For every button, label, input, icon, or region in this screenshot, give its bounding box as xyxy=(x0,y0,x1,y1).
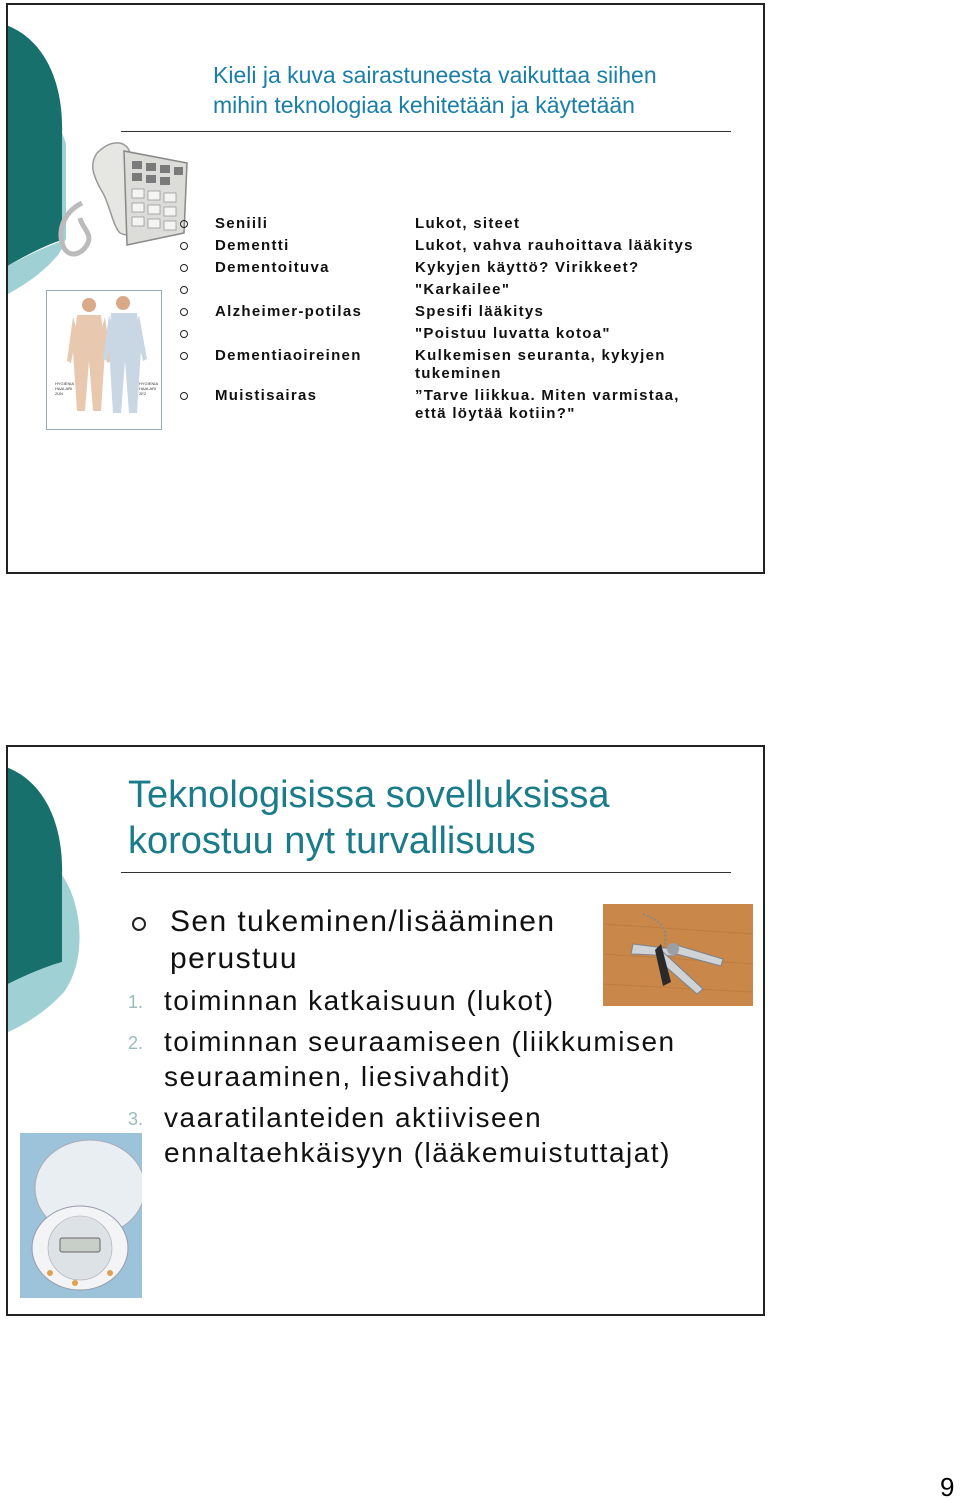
technology-response: Lukot, vahva rauhoittava lääkitys xyxy=(415,237,694,254)
table-row xyxy=(180,347,715,387)
item-number: 2. xyxy=(128,1033,144,1053)
coverall-photo xyxy=(46,290,162,430)
table-row xyxy=(180,259,715,281)
table-row xyxy=(180,215,715,237)
table-row xyxy=(180,281,715,303)
pill-reminder-photo xyxy=(20,1133,142,1298)
page-number: 9 xyxy=(940,1472,955,1502)
title-divider xyxy=(121,872,731,873)
circle-bullet-icon xyxy=(180,392,188,400)
people-in-coveralls-image xyxy=(47,291,161,429)
technology-response: "Poistuu luvatta kotoa" xyxy=(415,325,611,342)
technology-response: Kulkemisen seuranta, kykyjen tukeminen xyxy=(415,347,666,382)
circle-bullet-icon xyxy=(180,220,188,228)
table-row xyxy=(180,325,715,347)
table-row xyxy=(180,387,715,427)
slide-1-title xyxy=(213,60,733,120)
decorative-arcs xyxy=(6,747,86,1037)
table-row xyxy=(180,303,715,325)
coverall-caption-right: HYGIENIA HAALARI 2E2 xyxy=(139,381,158,396)
bullet-text: Sen tukeminen/lisääminen perustuu xyxy=(170,905,556,975)
condition-term: Muistisairas xyxy=(215,387,318,404)
condition-term xyxy=(215,325,415,347)
table-row xyxy=(180,237,715,259)
list-item xyxy=(128,1024,748,1094)
bullet-cell xyxy=(180,259,215,281)
big-button-phone-image xyxy=(52,133,192,263)
numbered-list xyxy=(128,983,748,1176)
item-text: toiminnan seuraamiseen (liikkumisen seuraaminen, liesivahdit) xyxy=(164,1026,676,1092)
item-number: 1. xyxy=(128,992,144,1012)
slide-1 xyxy=(6,3,765,574)
circle-bullet-icon xyxy=(180,286,188,294)
technology-response: Spesifi lääkitys xyxy=(415,303,545,320)
item-number: 3. xyxy=(128,1109,144,1129)
condition-term: Seniili xyxy=(215,215,269,232)
circle-bullet-icon xyxy=(180,330,188,338)
slide-2-title-line-2: korostuu nyt turvallisuus xyxy=(128,820,536,862)
technology-response: Kykyjen käyttö? Virikkeet? xyxy=(415,259,640,276)
condition-table xyxy=(180,215,715,427)
slide-2-title-line-1: Teknologisissa sovelluksissa xyxy=(128,774,610,816)
technology-response: "Karkailee" xyxy=(415,281,511,298)
bullet-list xyxy=(128,903,598,977)
list-item xyxy=(128,903,598,977)
condition-term: Dementoituva xyxy=(215,259,330,276)
bullet-cell xyxy=(180,347,215,387)
title-divider xyxy=(121,131,731,132)
list-item xyxy=(128,1100,748,1170)
technology-response: Lukot, siteet xyxy=(415,215,521,232)
circle-bullet-icon xyxy=(180,264,188,272)
keys-photo xyxy=(603,904,753,1006)
circle-bullet-icon xyxy=(132,917,146,931)
circle-bullet-icon xyxy=(180,308,188,316)
slide-2 xyxy=(6,745,765,1316)
circle-bullet-icon xyxy=(180,352,188,360)
condition-term xyxy=(215,281,415,303)
technology-response: ”Tarve liikkua. Miten varmistaa, että löytää kotiin?" xyxy=(415,387,680,422)
circle-bullet-icon xyxy=(180,242,188,250)
bullet-cell xyxy=(180,325,215,347)
condition-term: Alzheimer-potilas xyxy=(215,303,363,320)
item-text: vaaratilanteiden aktiiviseen ennaltaehkäisyyn (lääkemuistuttajat) xyxy=(164,1102,671,1168)
slide-1-title-line-1: Kieli ja kuva sairastuneesta vaikuttaa siihen xyxy=(213,62,657,88)
slide-2-title xyxy=(128,772,748,864)
bullet-cell xyxy=(180,281,215,303)
bullet-cell xyxy=(180,237,215,259)
item-text: toiminnan katkaisuun (lukot) xyxy=(164,985,555,1016)
slide-1-title-line-2: mihin teknologiaa kehitetään ja käytetään xyxy=(213,92,635,118)
condition-term: Dementiaoireinen xyxy=(215,347,362,364)
bullet-cell xyxy=(180,387,215,427)
bullet-cell xyxy=(180,303,215,325)
bullet-cell xyxy=(180,215,215,237)
coverall-caption-left: HYGIENIA HAALARI 2UN xyxy=(55,381,74,396)
condition-term: Dementti xyxy=(215,237,290,254)
